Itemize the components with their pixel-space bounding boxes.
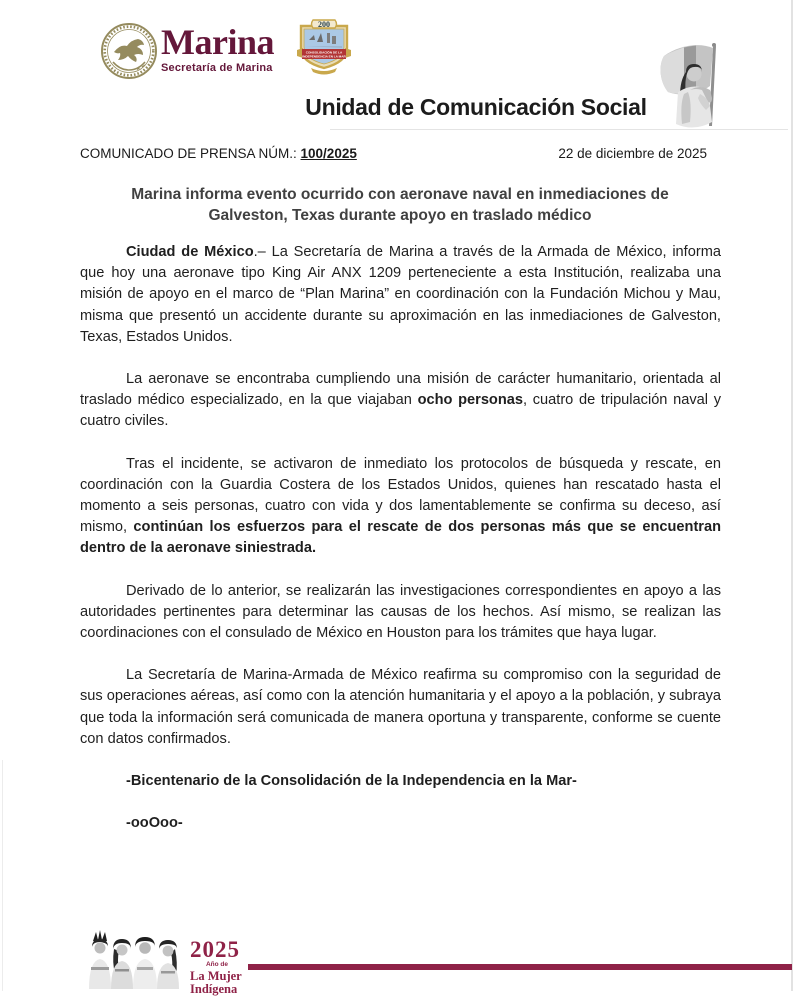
paragraph-4: Derivado de lo anterior, se realizarán las investigaciones correspondientes en apoyo a las autoridades pertinentes para determinar las causas de los hechos. Así mismo, se realizan las coordinaciones con el consulado de México en Houston para los trámites que haya lugar. bbox=[80, 582, 721, 642]
svg-text:INDEPENDENCIA EN LA MAR: INDEPENDENCIA EN LA MAR bbox=[302, 54, 346, 59]
marina-wordmark bbox=[161, 24, 274, 74]
indigenous-women-image bbox=[83, 929, 189, 989]
photo-edge-left bbox=[2, 760, 3, 991]
release-number-line bbox=[80, 146, 357, 161]
closing-mark: -ooOoo- bbox=[126, 815, 183, 832]
footer-accent-bar bbox=[248, 964, 792, 970]
mexican-national-seal-icon bbox=[100, 22, 158, 80]
svg-text:CONSOLIDACIÓN DE LA: CONSOLIDACIÓN DE LA bbox=[305, 50, 343, 55]
unit-title: Unidad de Comunicación Social bbox=[305, 94, 647, 120]
paragraph-2: La aeronave se encontraba cumpliendo una misión de carácter humanitario, orientada al traslado médico especializado, en la que viajaban ocho personas, cuatro de tripulación naval y cuatro civiles. bbox=[80, 371, 721, 430]
badge-line1: La Mujer bbox=[190, 968, 242, 983]
badge-line2: Indígena bbox=[190, 982, 238, 996]
svg-text:200: 200 bbox=[318, 20, 330, 29]
bicentennial-emblem-icon bbox=[291, 16, 357, 80]
release-label: COMUNICADO DE PRENSA NÚM.: bbox=[80, 146, 301, 161]
release-date: 22 de diciembre de 2025 bbox=[558, 146, 707, 161]
press-release-meta bbox=[80, 146, 707, 161]
body-copy bbox=[80, 242, 721, 855]
title-divider bbox=[330, 129, 788, 130]
secretaria-subtitle: Secretaría de Marina bbox=[161, 62, 273, 74]
headline: Marina informa evento ocurrido con aeronave naval en inmediaciones de Galveston, Texas durante apoyo en traslado médico bbox=[131, 186, 669, 224]
year-text: 2025 bbox=[190, 937, 240, 962]
year-sub-text: Año de bbox=[205, 961, 229, 968]
woman-with-flag-image bbox=[650, 40, 742, 130]
paragraph-3: Tras el incidente, se activaron de inmediato los protocolos de búsqueda y rescate, en coordinación con la Guardia Costera de los Estados Unidos, quienes han rescatado hasta el momento a seis personas, cuatro con vida y dos lamentablemente se confirma su deceso, así mismo, continúan los esfuerzos para el rescate de dos personas más que se encuentran dentro de la aeronave siniestrada. bbox=[80, 455, 722, 557]
marina-logo-text: Marina bbox=[161, 22, 274, 62]
paragraph-5: La Secretaría de Marina-Armada de México reafirma su compromiso con la seguridad de sus operaciones aéreas, así como con la atención humanitaria y el apoyo a la población, y subraya que toda la información será comunicada de manera oportuna y transparente, conforme se cuente con datos confirmados. bbox=[80, 667, 721, 747]
paragraph-1: Ciudad de México.– La Secretaría de Marina a través de la Armada de México, informa que hoy una aeronave tipo King Air ANX 1209 perteneciente a esta Institución, realizaba una misión de apoyo en el marco de “Plan Marina” en coordinación con la Fundación Michou y Mau, misma que presentó un accidente durante su aproximación en las inmediaciones de Galveston, Texas, Estados Unidos. bbox=[80, 244, 721, 345]
release-number: 100/2025 bbox=[300, 146, 357, 161]
bicentennial-slogan: -Bicentenario de la Consolidación de la Independencia en la Mar- bbox=[126, 773, 577, 790]
photo-edge-right bbox=[791, 0, 793, 991]
